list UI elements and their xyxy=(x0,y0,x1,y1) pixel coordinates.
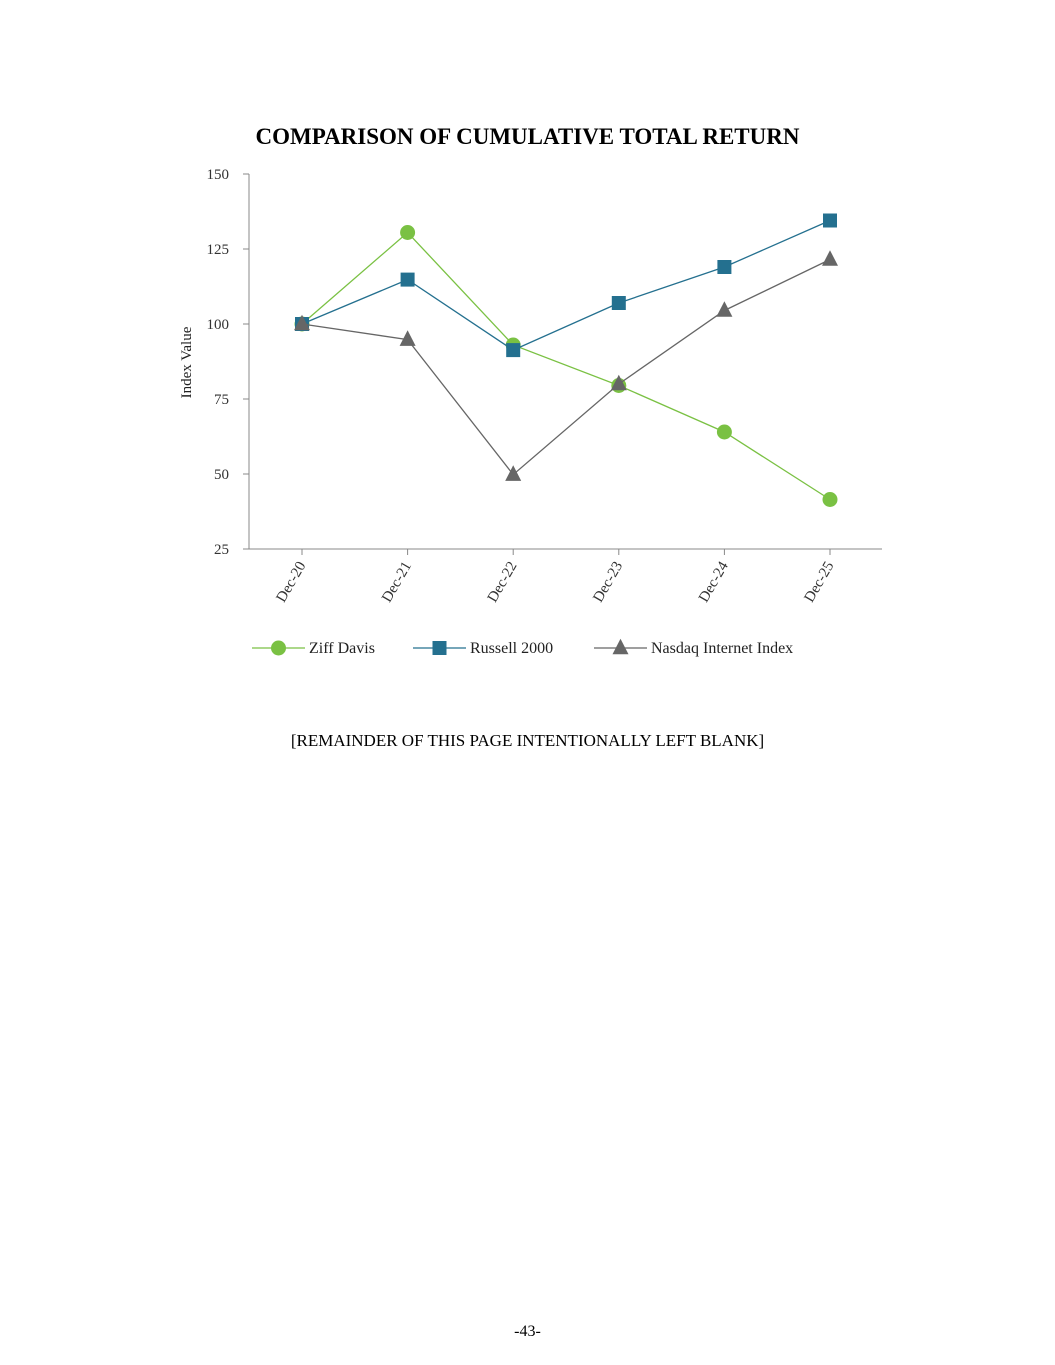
legend-label: Ziff Davis xyxy=(309,640,375,657)
series-ziff-davis xyxy=(295,225,838,507)
data-point xyxy=(717,425,732,440)
x-tick-label: Dec-24 xyxy=(695,559,732,606)
x-tick-label: Dec-21 xyxy=(379,559,416,606)
legend-item xyxy=(413,640,553,657)
y-tick-label: 150 xyxy=(206,167,229,183)
y-tick-label: 25 xyxy=(214,542,229,558)
page-number: -43- xyxy=(514,1323,541,1340)
y-tick-label: 50 xyxy=(214,467,229,483)
x-tick-label: Dec-25 xyxy=(801,559,838,606)
x-tick-label: Dec-23 xyxy=(590,559,627,606)
x-tick-label: Dec-20 xyxy=(273,559,310,606)
series-line xyxy=(302,221,830,351)
chart-legend xyxy=(252,639,793,657)
data-point xyxy=(506,343,520,357)
chart-title: COMPARISON OF CUMULATIVE TOTAL RETURN xyxy=(255,124,800,149)
chart-series xyxy=(294,214,838,508)
legend-marker xyxy=(271,641,286,656)
legend-item xyxy=(594,639,793,657)
y-tick-label: 75 xyxy=(214,392,229,408)
data-point xyxy=(823,492,838,507)
y-tick-label: 100 xyxy=(206,317,229,333)
data-point xyxy=(401,273,415,287)
legend-marker xyxy=(433,641,447,655)
data-point xyxy=(823,214,837,228)
series-line xyxy=(302,260,830,475)
y-tick-label: 125 xyxy=(206,242,229,258)
legend-item xyxy=(252,640,375,657)
data-point xyxy=(400,225,415,240)
legend-label: Nasdaq Internet Index xyxy=(651,640,794,657)
data-point xyxy=(612,296,626,310)
data-point xyxy=(717,260,731,274)
x-tick-label: Dec-22 xyxy=(484,559,521,606)
legend-label: Russell 2000 xyxy=(470,640,554,657)
legend-marker xyxy=(613,639,629,655)
data-point xyxy=(822,250,838,266)
data-point xyxy=(716,301,732,317)
series-line xyxy=(302,233,830,500)
data-point xyxy=(400,330,416,346)
chart-axes xyxy=(179,167,882,605)
y-axis-label: Index Value xyxy=(179,326,195,399)
blank-page-note: [REMAINDER OF THIS PAGE INTENTIONALLY LEFT BLANK] xyxy=(290,731,765,750)
